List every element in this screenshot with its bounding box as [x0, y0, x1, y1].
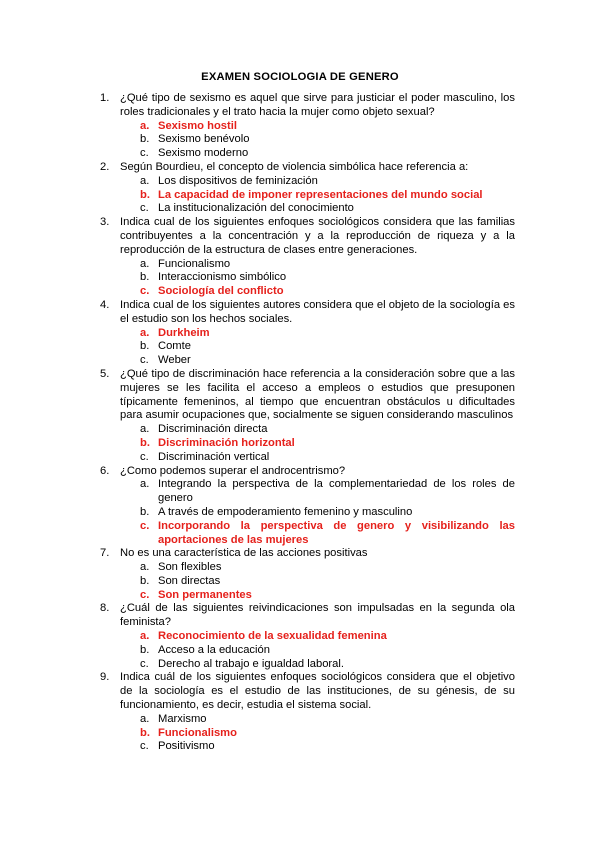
option-letter: b.	[140, 340, 150, 353]
answer-option	[140, 657, 515, 672]
option-text: Acceso a la educación	[158, 643, 270, 656]
option-text: Marxismo	[158, 712, 207, 725]
question-number: 5.	[100, 367, 110, 380]
option-letter: c.	[140, 588, 150, 601]
question-8	[100, 602, 515, 671]
question-text: Indica cual de los siguientes enfoques sociológicos considera que las familias contribuyentes a la concentración y a la reproducción de riqueza y a la reproducción de la estructura de clases entre generaciones.	[120, 216, 515, 256]
answer-option	[140, 423, 515, 437]
question-text: ¿Qué tipo de discriminación hace referencia a la consideración sobre que a las mujeres se les facilita el acceso a empleos o estudios que presuponen típicamente femeninos, al tiempo que encuentran obstáculos u dificultades para asumir ocupaciones que, socialmente se siguen considerando masculinos	[120, 367, 515, 422]
option-letter: b.	[140, 505, 150, 518]
question-9	[100, 671, 515, 754]
option-text: A través de empoderamiento femenino y masculino	[158, 505, 413, 518]
correct-answer-option	[140, 588, 515, 603]
option-letter: b.	[140, 643, 150, 656]
option-letter: b.	[140, 574, 150, 587]
correct-answer-option	[140, 285, 515, 299]
option-text: Discriminación vertical	[158, 450, 270, 463]
answer-option	[140, 450, 515, 465]
option-text: Positivismo	[158, 740, 215, 753]
option-text: Derecho al trabajo e igualdad laboral.	[158, 657, 344, 670]
option-list	[140, 326, 515, 368]
option-letter: a.	[140, 712, 150, 725]
option-text: La institucionalización del conocimiento	[158, 202, 354, 215]
option-letter: a.	[140, 174, 150, 187]
question-number: 9.	[100, 671, 110, 684]
answer-option	[140, 505, 515, 520]
correct-answer-option	[140, 630, 515, 644]
correct-answer-option	[140, 436, 515, 451]
answer-option	[140, 712, 515, 727]
option-list	[140, 119, 515, 161]
correct-answer-option	[140, 326, 515, 341]
option-letter: a.	[140, 326, 150, 339]
option-text: Los dispositivos de feminización	[158, 174, 318, 187]
question-6	[100, 465, 515, 548]
question-text: ¿Cuál de las siguientes reivindicaciones son impulsadas en la segunda ola feminista?	[120, 602, 515, 629]
option-letter: a.	[140, 423, 150, 436]
option-text: Sexismo moderno	[158, 147, 249, 160]
answer-option	[140, 174, 515, 189]
answer-option	[140, 133, 515, 147]
option-list	[140, 478, 515, 547]
option-letter: c.	[140, 147, 149, 160]
answer-option	[140, 147, 515, 161]
option-text: Interaccionismo simbólico	[158, 271, 287, 284]
answer-option	[140, 478, 515, 506]
question-list	[100, 92, 515, 754]
option-letter: a.	[140, 561, 150, 574]
option-list	[140, 257, 515, 299]
option-text: Reconocimiento de la sexualidad femenina	[158, 630, 387, 643]
option-text: Discriminación horizontal	[158, 436, 295, 449]
option-text: Incorporando la perspectiva de genero y visibilizando las aportaciones de las mujeres	[158, 519, 515, 546]
question-text: Según Bourdieu, el concepto de violencia simbólica hace referencia a:	[120, 160, 469, 173]
option-text: Comte	[158, 340, 191, 353]
option-text: Son flexibles	[158, 561, 222, 574]
option-text: Durkheim	[158, 326, 210, 339]
option-letter: b.	[140, 188, 150, 201]
option-letter: a.	[140, 257, 150, 270]
question-text: ¿Qué tipo de sexismo es aquel que sirve para justiciar el poder masculino, los roles tradicionales y el trato hacia la mujer como objeto sexual?	[120, 92, 515, 118]
question-3	[100, 216, 515, 299]
option-letter: c.	[140, 202, 149, 215]
question-1	[100, 92, 515, 161]
question-number: 7.	[100, 547, 110, 560]
option-text: Weber	[158, 354, 191, 367]
option-text: Sociología del conflicto	[158, 285, 284, 298]
option-text: Funcionalismo	[158, 726, 237, 739]
answer-option	[140, 643, 515, 658]
option-list	[140, 423, 515, 464]
option-letter: c.	[140, 519, 150, 532]
answer-option	[140, 574, 515, 589]
question-7	[100, 547, 515, 602]
answer-option	[140, 257, 515, 272]
option-letter: c.	[140, 740, 149, 753]
option-text: Discriminación directa	[158, 423, 268, 436]
correct-answer-option	[140, 188, 515, 203]
answer-option	[140, 340, 515, 354]
question-4	[100, 299, 515, 368]
option-text: Integrando la perspectiva de la complementariedad de los roles de genero	[158, 478, 515, 505]
question-number: 8.	[100, 602, 110, 615]
option-letter: c.	[140, 450, 149, 463]
option-list	[140, 561, 515, 602]
option-list	[140, 174, 515, 216]
option-letter: a.	[140, 630, 150, 643]
option-list	[140, 630, 515, 671]
exam-title: EXAMEN SOCIOLOGIA DE GENERO	[201, 71, 399, 83]
option-letter: c.	[140, 657, 149, 670]
question-text: Indica cuál de los siguientes enfoques sociológicos considera que el objetivo de la sociología es el estudio de las instituciones, de su génesis, de su funcionamiento, es decir, estudia el sistema social.	[120, 671, 515, 712]
option-list	[140, 712, 515, 754]
answer-option	[140, 740, 515, 754]
question-5	[100, 368, 515, 465]
option-letter: a.	[140, 119, 150, 132]
question-number: 3.	[100, 216, 110, 229]
option-letter: b.	[140, 271, 150, 284]
question-text: Indica cual de los siguientes autores considera que el objeto de la sociología es el estudio son los hechos sociales.	[120, 298, 515, 325]
option-letter: c.	[140, 285, 150, 298]
option-text: Funcionalismo	[158, 257, 231, 270]
answer-option	[140, 354, 515, 368]
question-number: 6.	[100, 464, 110, 477]
option-text: Son permanentes	[158, 588, 252, 601]
question-number: 4.	[100, 298, 110, 311]
option-letter: c.	[140, 354, 149, 367]
option-letter: b.	[140, 436, 150, 449]
question-number: 2.	[100, 160, 110, 173]
option-text: Sexismo hostil	[158, 119, 237, 132]
answer-option	[140, 271, 515, 285]
option-letter: b.	[140, 726, 150, 739]
question-number: 1.	[100, 92, 110, 104]
correct-answer-option	[140, 726, 515, 741]
option-letter: a.	[140, 478, 150, 491]
correct-answer-option	[140, 519, 515, 548]
option-text: Son directas	[158, 574, 221, 587]
question-text: No es una característica de las acciones positivas	[120, 547, 368, 560]
answer-option	[140, 561, 515, 575]
correct-answer-option	[140, 119, 515, 134]
option-letter: b.	[140, 133, 150, 146]
option-text: La capacidad de imponer representaciones del mundo social	[158, 188, 483, 201]
option-text: Sexismo benévolo	[158, 133, 250, 146]
answer-option	[140, 202, 515, 216]
question-text: ¿Como podemos superar el androcentrismo?	[120, 464, 346, 477]
question-2	[100, 161, 515, 216]
